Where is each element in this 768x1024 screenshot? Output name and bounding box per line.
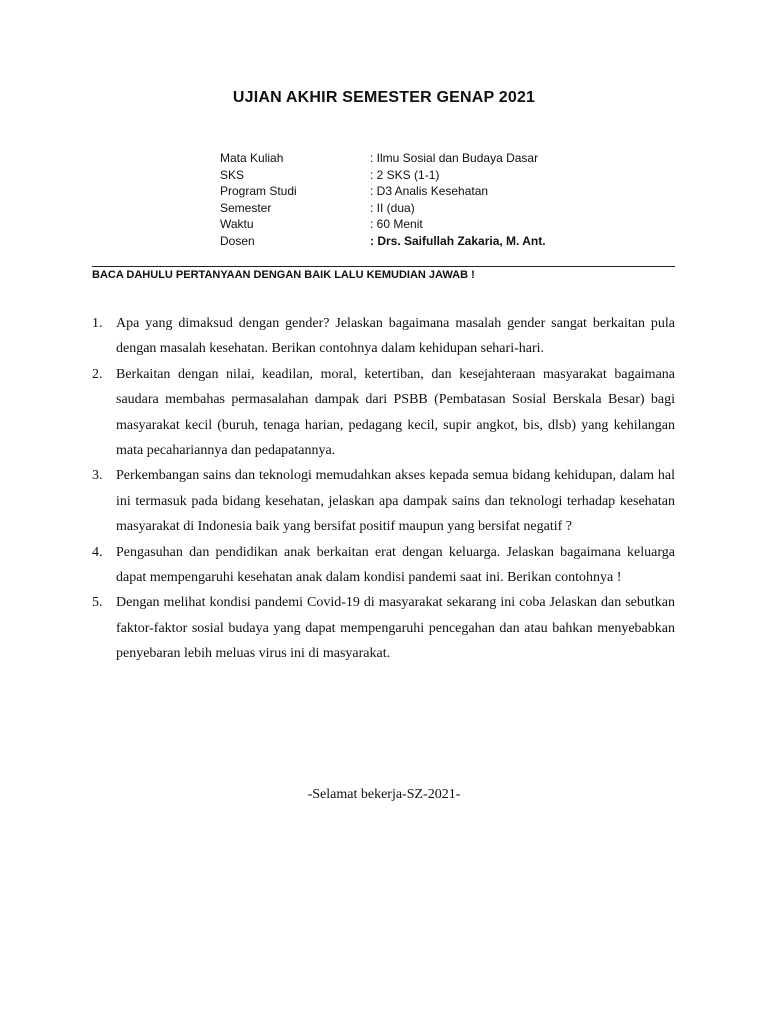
info-label: Mata Kuliah [220,151,284,165]
question-item [92,540,675,591]
instruction-text: BACA DAHULU PERTANYAAN DENGAN BAIK LALU KEMUDIAN JAWAB ! [92,269,475,281]
info-value: : II (dua) [370,200,415,215]
info-label: Dosen [220,233,255,248]
info-row-credits [220,167,546,184]
info-label: SKS [220,167,245,182]
info-row-time [220,216,546,233]
info-value: : 60 Menit [370,217,423,232]
course-info [220,150,546,250]
divider-line [92,266,675,267]
info-value: : Drs. Saifullah Zakaria, M. Ant. [370,233,546,248]
question-number: 4. [92,544,103,560]
closing-text: -Selamat bekerja-SZ-2021- [307,787,461,802]
info-row-program [220,183,546,200]
question-text: Apa yang dimaksud dengan gender? Jelaskan bagaimana masalah gender sangat berkaitan pula dengan masalah kesehatan. Berikan contohnya dalam kehidupan sehari-hari. [116,316,675,357]
info-label: Program Studi [220,184,297,199]
question-text: Perkembangan sains dan teknologi memudahkan akses kepada semua bidang kehidupan, dalam hal ini termasuk pada bidang kesehatan, jelaskan apa dampak sains dan teknologi terhadap kesehatan masyarakat di Indonesia baik yang bersifat positif maupun yang bersifat negatif ? [116,468,675,535]
question-item [92,463,675,539]
question-number: 2. [92,366,103,382]
info-value: : 2 SKS (1-1) [370,167,440,182]
question-text: Berkaitan dengan nilai, keadilan, moral, ketertiban, dan kesejahteraan masyarakat bagaimana saudara membahas permasalahan dampak dari PSBB (Pembatasan Sosial Berskala Besar) bagi masyarakat kecil (buruh, tenaga harian, pedagang kecil, supir angkot, bis, dlsb) yang kehilangan mata pecahariannya dan pedapatannya. [116,366,675,459]
question-text: Pengasuhan dan pendidikan anak berkaitan erat dengan keluarga. Jelaskan bagaimana keluarga dapat mempengaruhi kesehatan anak dalam kondisi pandemi saat ini. Berikan contohnya ! [116,544,675,586]
question-item [92,311,675,362]
question-text: Dengan melihat kondisi pandemi Covid-19 di masyarakat sekarang ini coba Jelaskan dan sebutkan faktor-faktor sosial budaya yang dapat mempengaruhi pencegahan dan atau bahkan menyebabkan penyebaran lebih meluas virus ini di masyarakat. [116,595,675,662]
info-label: Waktu [220,217,254,232]
exam-title: UJIAN AKHIR SEMESTER GENAP 2021 [232,89,536,106]
question-number: 5. [92,595,103,611]
info-row-semester [220,200,546,217]
info-label: Semester [220,200,272,215]
info-row-lecturer [220,233,546,250]
info-value: : Ilmu Sosial dan Budaya Dasar [370,151,539,165]
question-number: 3. [92,468,103,484]
info-row-course [220,150,546,167]
question-list [92,311,675,667]
info-value: : D3 Analis Kesehatan [370,184,489,199]
question-item [92,362,675,464]
question-number: 1. [92,316,103,331]
question-item [92,590,675,666]
